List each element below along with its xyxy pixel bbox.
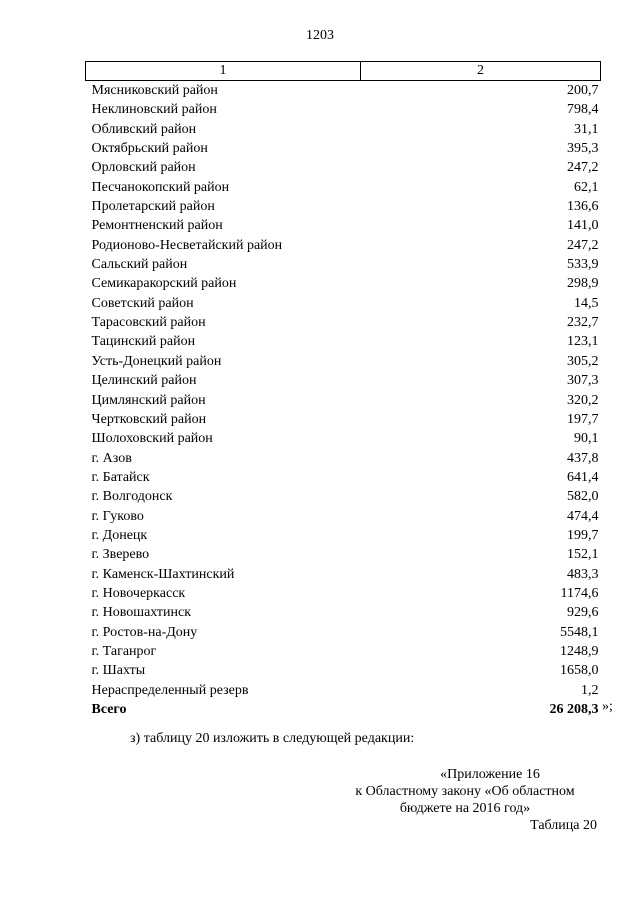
budget-table-container	[85, 61, 600, 719]
row-value: 641,4	[567, 469, 599, 485]
closing-quote-mark: »;	[602, 699, 613, 714]
column-header-1: 1	[86, 62, 361, 81]
table-row	[86, 139, 601, 158]
table-row	[86, 371, 601, 390]
row-name: Сальский район	[91, 257, 188, 273]
table-row	[86, 274, 601, 293]
table-row	[86, 197, 601, 216]
total-label: Всего	[91, 702, 127, 717]
table-row	[86, 449, 601, 468]
row-value: 123,1	[567, 334, 599, 350]
row-value: 582,0	[567, 489, 599, 505]
row-value: 200,7	[567, 83, 599, 98]
column-header-2: 2	[361, 62, 601, 81]
row-value: 320,2	[567, 392, 599, 408]
row-value: 1248,9	[560, 643, 599, 659]
row-value: 136,6	[567, 199, 599, 215]
row-name: Ремонтненский район	[91, 218, 223, 234]
row-name: Орловский район	[91, 160, 196, 176]
table-row	[86, 100, 601, 119]
row-name: Пролетарский район	[91, 199, 215, 215]
row-name: Усть-Донецкий район	[91, 353, 222, 369]
table-row	[86, 603, 601, 622]
row-value: 307,3	[567, 373, 599, 389]
row-name: Нераспределенный резерв	[91, 682, 249, 698]
row-name: г. Ростов-на-Дону	[91, 624, 198, 640]
row-name: Песчанокопский район	[91, 179, 230, 195]
total-value: 26 208,3	[549, 702, 599, 717]
row-value: 533,9	[567, 257, 599, 273]
row-value: 62,1	[574, 179, 599, 195]
row-name: Цимлянский район	[91, 392, 206, 408]
row-name: г. Новошахтинск	[91, 605, 192, 621]
row-name: Мясниковский район	[91, 83, 218, 98]
table-row	[86, 178, 601, 197]
appendix-header	[330, 766, 600, 817]
row-value: 1174,6	[560, 585, 599, 601]
row-value: 1,2	[581, 682, 599, 698]
table-row-total	[86, 700, 601, 719]
row-value: 5548,1	[560, 624, 599, 640]
table-row	[86, 216, 601, 235]
row-name: Неклиновский район	[91, 102, 217, 118]
row-name: г. Азов	[91, 450, 132, 466]
appendix-line-1: к Областному закону «Об областном	[355, 784, 575, 799]
row-value: 483,3	[567, 566, 599, 582]
table-row	[86, 352, 601, 371]
table-row	[86, 507, 601, 526]
table-label: Таблица 20	[530, 818, 597, 833]
table-row	[86, 565, 601, 584]
table-row	[86, 313, 601, 332]
row-value: 247,2	[567, 237, 599, 253]
row-value: 1658,0	[560, 663, 599, 679]
table-row	[86, 158, 601, 177]
row-name: Тацинский район	[91, 334, 196, 350]
table-row	[86, 391, 601, 410]
row-name: г. Гуково	[91, 508, 144, 524]
row-value: 247,2	[567, 160, 599, 176]
table-row	[86, 120, 601, 139]
row-name: Советский район	[91, 295, 194, 311]
appendix-title: «Приложение 16	[440, 767, 540, 782]
budget-table	[85, 61, 601, 719]
row-name: г. Шахты	[91, 663, 146, 679]
row-value: 90,1	[574, 431, 599, 447]
table-row	[86, 468, 601, 487]
row-name: г. Новочеркасск	[91, 585, 186, 601]
row-name: Обливский район	[91, 121, 197, 137]
row-value: 152,1	[567, 547, 599, 563]
row-name: Шолоховский район	[91, 431, 213, 447]
row-value: 141,0	[567, 218, 599, 234]
row-name: г. Донецк	[91, 527, 148, 543]
row-value: 474,4	[567, 508, 599, 524]
table-row	[86, 661, 601, 680]
row-name: Семикаракорский район	[91, 276, 237, 292]
table-row	[86, 681, 601, 700]
table-row	[86, 545, 601, 564]
table-header-row	[86, 62, 601, 81]
row-value: 199,7	[567, 527, 599, 543]
table-row	[86, 584, 601, 603]
page-number: 1203	[306, 28, 334, 43]
row-value: 395,3	[567, 141, 599, 157]
table-row	[86, 332, 601, 351]
table-row	[86, 526, 601, 545]
row-name: Чертковский район	[91, 411, 207, 427]
row-name: г. Каменск-Шахтинский	[91, 566, 235, 582]
table-row	[86, 294, 601, 313]
row-name: г. Волгодонск	[91, 489, 173, 505]
table-row	[86, 487, 601, 506]
table-row	[86, 81, 601, 101]
row-name: г. Таганрог	[91, 643, 157, 659]
row-name: Целинский район	[91, 373, 197, 389]
row-name: г. Батайск	[91, 469, 150, 485]
table-row	[86, 236, 601, 255]
row-value: 298,9	[567, 276, 599, 292]
row-value: 197,7	[567, 411, 599, 427]
row-name: г. Зверево	[91, 547, 150, 563]
row-value: 305,2	[567, 353, 599, 369]
table-row	[86, 642, 601, 661]
row-name: Октябрьский район	[91, 141, 208, 157]
table-row	[86, 623, 601, 642]
row-value: 31,1	[574, 121, 599, 137]
row-value: 232,7	[567, 315, 599, 331]
table-row	[86, 410, 601, 429]
row-value: 14,5	[574, 295, 599, 311]
table-row	[86, 429, 601, 448]
table-body	[86, 81, 601, 720]
table-row	[86, 255, 601, 274]
row-value: 798,4	[567, 102, 599, 118]
instruction-text: з) таблицу 20 изложить в следующей редакции:	[130, 731, 415, 746]
row-name: Тарасовский район	[91, 315, 206, 331]
row-value: 929,6	[567, 605, 599, 621]
appendix-line-2: бюджете на 2016 год»	[399, 801, 531, 816]
row-name: Родионово-Несветайский район	[91, 237, 283, 253]
row-value: 437,8	[567, 450, 599, 466]
